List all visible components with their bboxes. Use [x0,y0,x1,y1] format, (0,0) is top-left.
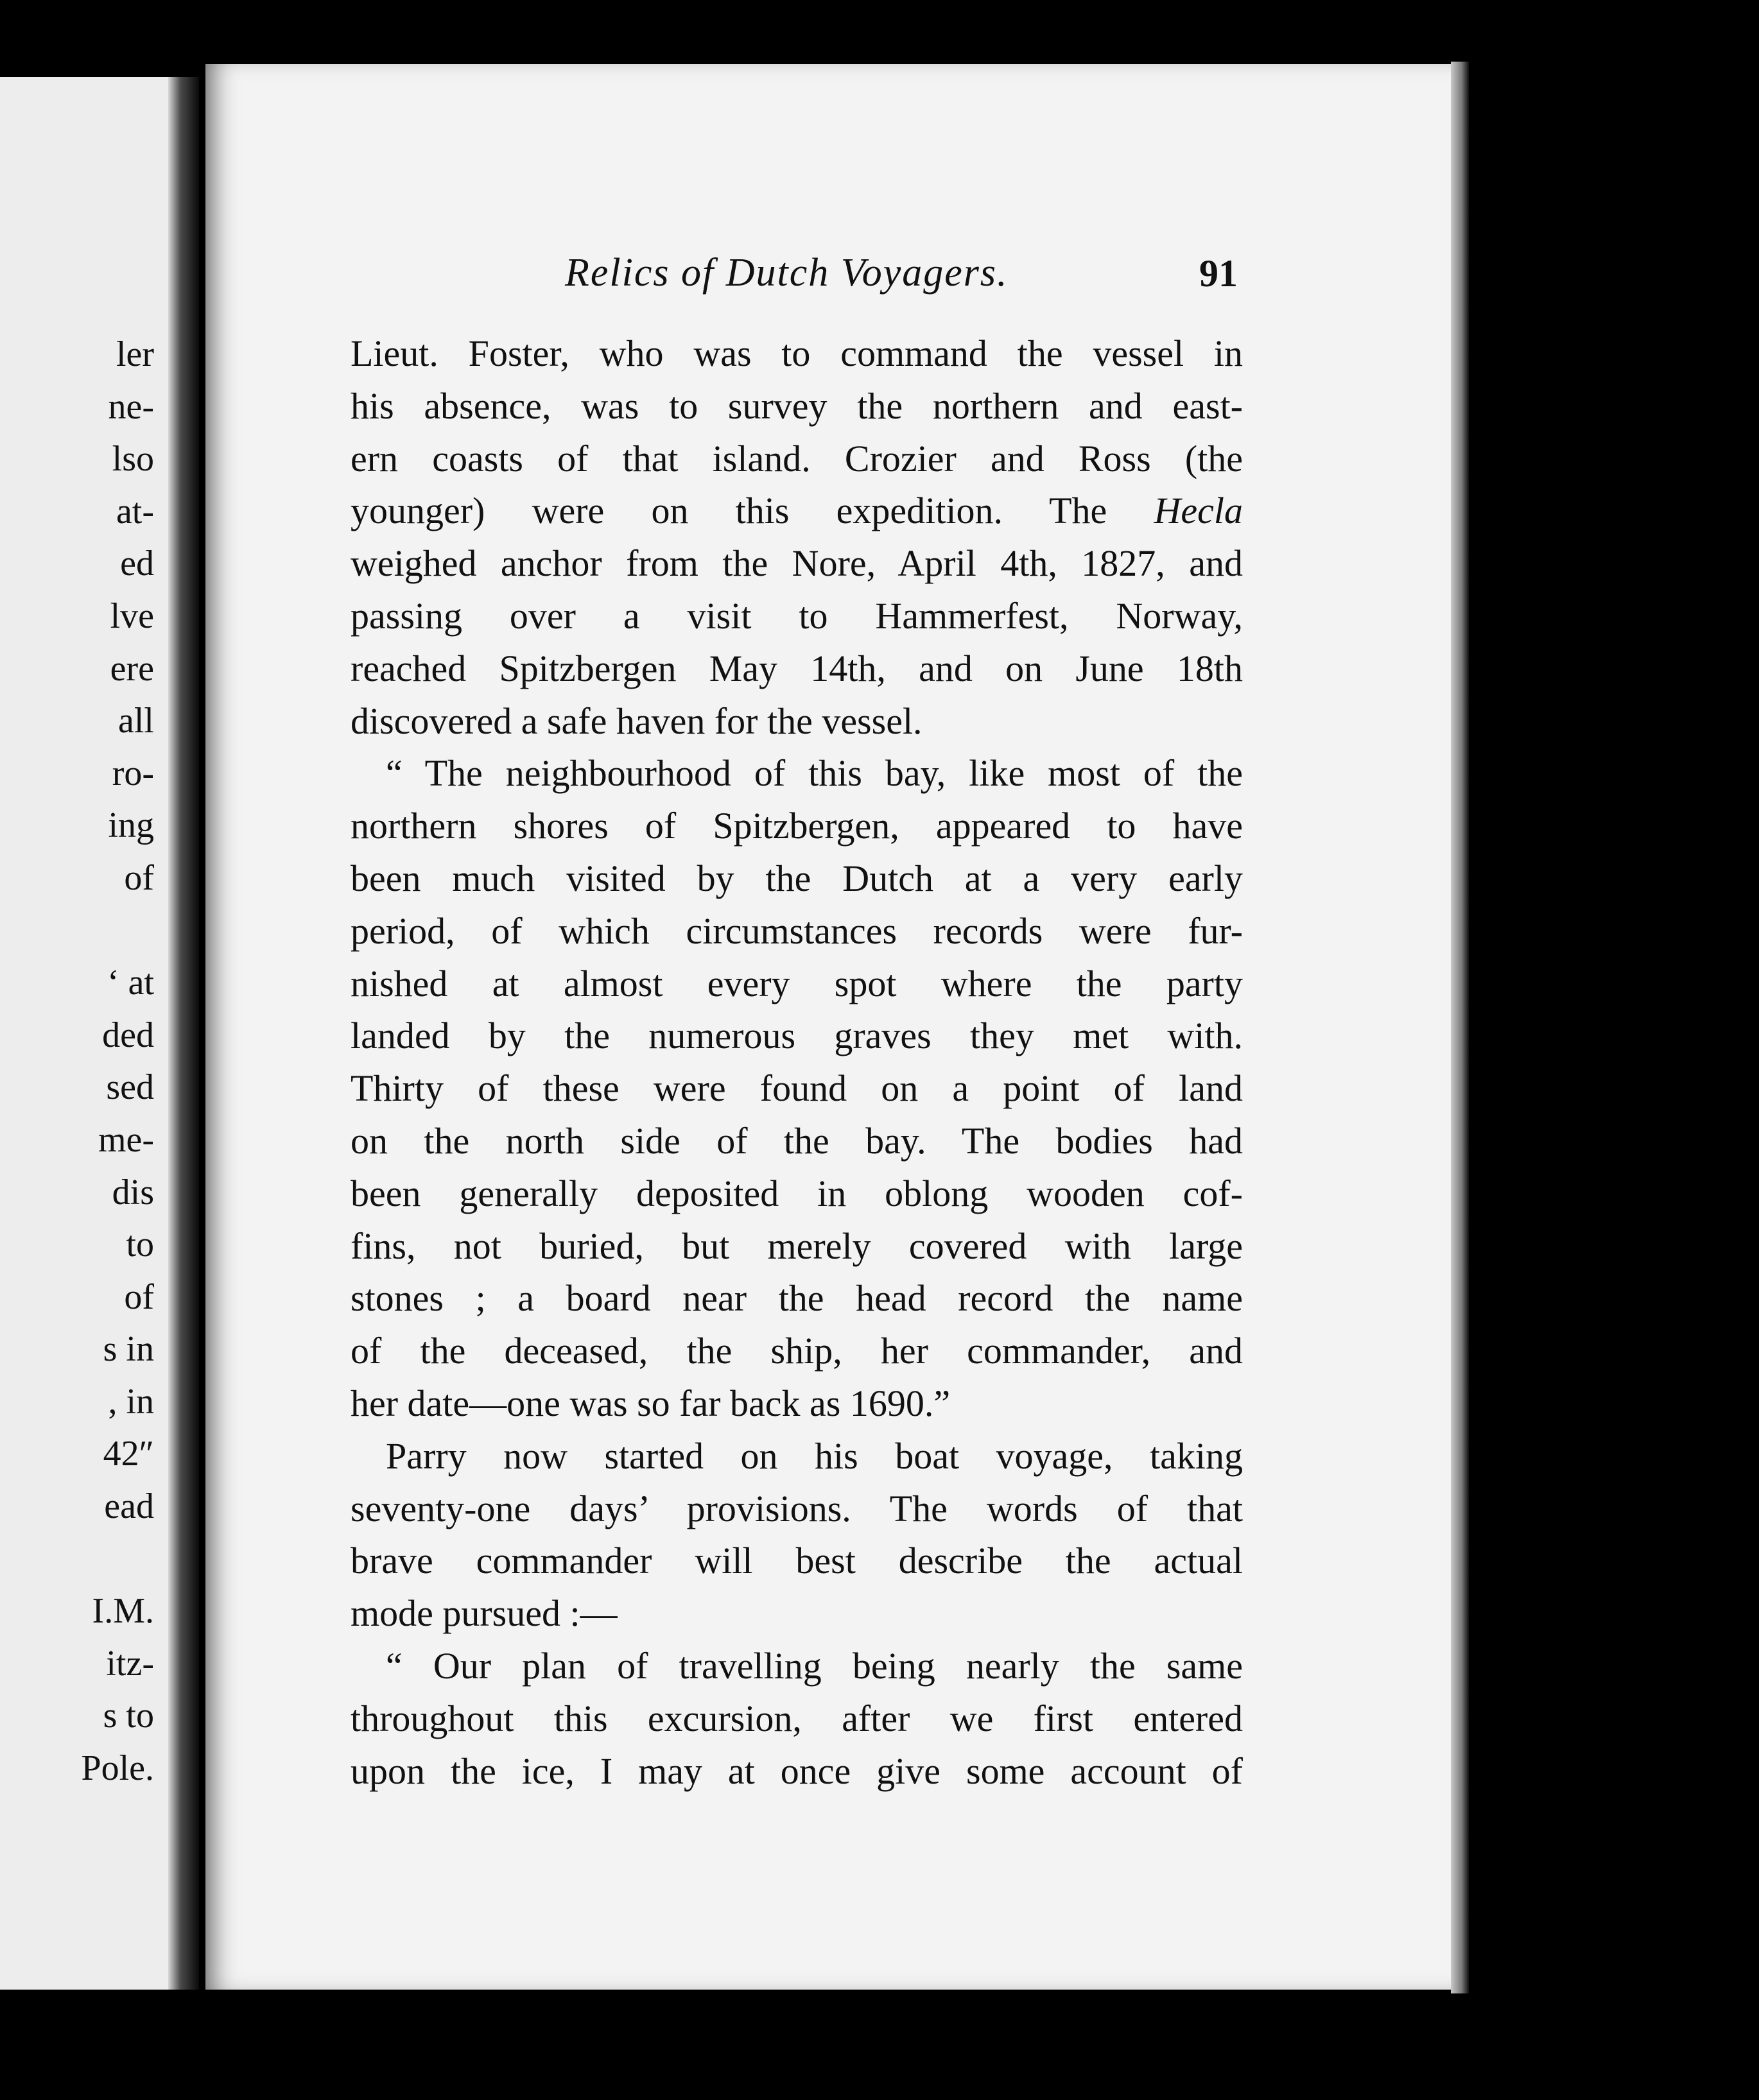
left-page-fragment: itz- [106,1643,154,1683]
book-gutter [168,77,199,1990]
text-line: on the north side of the bay. The bodies had [351,1119,1243,1162]
text-line: fins, not buried, but merely covered with large [351,1225,1243,1267]
text-line: of the deceased, the ship, her commander, and [351,1330,1243,1372]
text-line: ern coasts of that island. Crozier and Ross (the [351,437,1243,479]
left-page-fragment: ead [104,1486,154,1527]
text-line: brave commander will best describe the actual [351,1540,1243,1582]
text-line: nished at almost every spot where the party [351,962,1243,1004]
left-page-fragment: ed [120,544,154,584]
text-line: passing over a visit to Hammerfest, Norway, [351,594,1243,637]
page-edge [1451,62,1469,1993]
text-line: been generally deposited in oblong wooden cof- [351,1172,1243,1214]
previous-page-text-fragments [0,329,154,1795]
text-line: upon the ice, I may at once give some account of [351,1750,1243,1792]
left-page-fragment: ro- [112,753,154,793]
text-line-part: younger) were on this expedition. The [351,490,1154,532]
text-line: seventy-one days’ provisions. The words of that [351,1487,1243,1529]
left-page-fragment: lso [112,439,154,479]
text-line [351,485,1243,537]
left-page-fragment: 42″ [103,1434,154,1474]
left-page-fragment: s in [103,1329,154,1370]
body-text [351,327,1243,1797]
left-page-fragment: ler [116,334,154,374]
left-page-fragment: sed [106,1067,154,1108]
text-line: northern shores of Spitzbergen, appeared to have [351,805,1243,847]
text-line: her date—one was so far back as 1690.” [351,1382,951,1424]
running-head: Relics of Dutch Voyagers. [565,251,1009,295]
text-line: landed by the numerous graves they met with. [351,1015,1243,1057]
left-page-fragment: Pole. [81,1748,154,1789]
left-page-fragment: of [124,1277,154,1317]
left-page-fragment [0,905,154,958]
left-page-fragment: me- [98,1119,154,1160]
left-page-fragment: ne- [108,386,154,427]
text-line: Thirty of these were found on a point of land [351,1067,1243,1110]
left-page-fragment: ing [108,805,154,846]
left-page-fragment: at- [116,491,154,531]
text-line: Lieut. Foster, who was to command the vessel in [351,332,1243,374]
left-page-fragment: ‘ at [107,963,154,1003]
left-page-fragment: ere [110,648,154,689]
text-line: throughout this excursion, after we first entered [351,1697,1243,1739]
text-line: weighed anchor from the Nore, April 4th, 1827, and [351,542,1243,585]
left-page-fragment: of [124,857,154,898]
left-page-fragment: dis [112,1172,154,1212]
left-page-fragment: ded [102,1015,154,1055]
text-line: discovered a safe haven for the vessel. [351,700,923,742]
left-page-fragment: all [118,701,154,741]
left-page-fragment: to [126,1225,154,1265]
text-line: been much visited by the Dutch at a very early [351,857,1243,899]
text-line: Parry now started on his boat voyage, taking [386,1434,1243,1477]
left-page-fragment [0,1533,154,1586]
left-page-fragment: s to [103,1696,154,1736]
text-line: mode pursued :— [351,1592,618,1635]
left-page-fragment: lve [110,596,154,636]
text-line: his absence, was to survey the northern and east- [351,384,1243,427]
text-line: “ The neighbourhood of this bay, like most of the [386,752,1243,795]
left-page-fragment: , in [108,1381,154,1422]
text-line: stones ; a board near the head record the name [351,1277,1243,1320]
text-line: period, of which circumstances records were fur- [351,909,1243,952]
page-number: 91 [1199,252,1238,295]
ship-name-italic: Hecla [1154,490,1243,532]
left-page-fragment: I.M. [92,1591,154,1631]
text-line: “ Our plan of travelling being nearly the same [386,1644,1243,1687]
text-line: reached Spitzbergen May 14th, and on June 18th [351,647,1243,689]
